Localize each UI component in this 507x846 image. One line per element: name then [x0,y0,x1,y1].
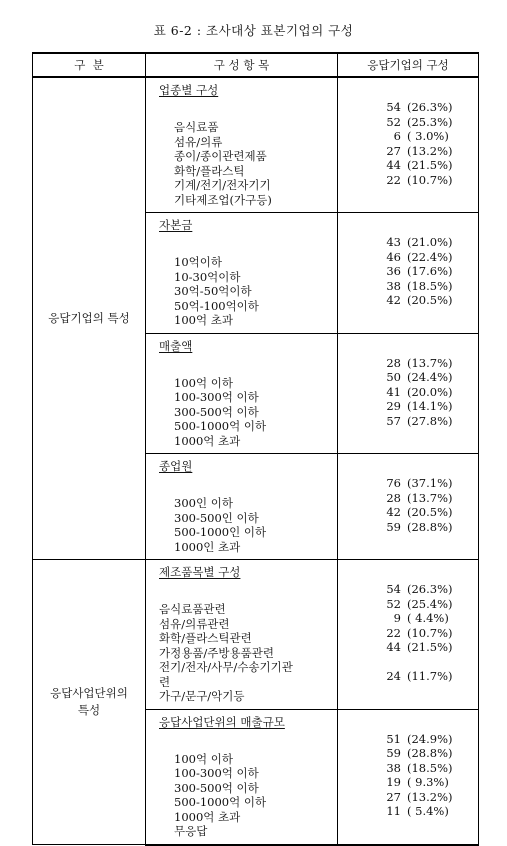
item-count: 22 [386,625,401,640]
group-title: 응답사업단위의 매출규모 [159,714,285,729]
item-value [338,100,478,115]
item-label: 1000억 초과 [174,809,241,824]
item-label: 가정용품/주방용품관련 [159,645,274,660]
group-row [33,77,479,213]
item-percent: (21.5%) [407,158,453,172]
item-percent: (25.4%) [407,596,453,611]
item-count: 42 [386,293,401,307]
table-title: 표 6-2 : 조사대상 표본기업의 구성 [153,23,354,38]
item-label: 100-300억 이하 [174,390,259,404]
item-value [338,370,478,385]
item-count: 54 [386,100,401,114]
items-cell [146,77,338,213]
item-label: 50억-100억이하 [174,298,259,313]
item-label: 기계/전기/전자기기 [174,178,271,192]
item-count: 43 [386,235,401,249]
item-value [338,582,478,597]
group-row [33,560,479,710]
item-label: 가구/문구/악기등 [159,689,245,703]
values-cell [338,77,479,213]
item-label: 500-1000인 이하 [174,525,267,539]
item-value [338,264,478,279]
item-percent: (20.5%) [407,505,453,519]
item-value [338,505,478,520]
header-category: 구 분 [33,53,146,77]
item-label: 10-30억이하 [174,269,241,284]
item-label: 100억 이하 [174,375,233,390]
item-percent: (22.4%) [407,249,453,264]
item-percent: (24.4%) [407,370,453,384]
item-count: 59 [386,746,401,760]
item-value [338,173,478,188]
item-percent: (11.7%) [407,669,453,683]
item-label: 기타제조업(가구등) [174,192,272,207]
item-percent: ( 4.4%) [407,611,449,625]
item-label: 무응답 [174,824,208,838]
items-cell [146,709,338,845]
item-label: 음식료품 [174,120,219,134]
item-label: 100-300억 이하 [174,766,259,780]
item-value [338,250,478,265]
group-title: 종업원 [159,459,193,473]
item-count: 19 [386,775,401,789]
item-percent: (21.0%) [407,235,453,249]
item-percent: (13.7%) [407,490,453,505]
item-count: 11 [386,804,401,818]
item-percent: (10.7%) [407,172,453,187]
item-label: 100억 초과 [174,313,233,327]
category-label: 응답사업단위의 [50,686,128,700]
category-cell [33,77,146,560]
item-value [338,775,478,790]
values-cell [338,333,479,454]
item-count: 44 [386,158,401,172]
item-percent: (18.5%) [407,760,453,775]
item-value [338,414,478,429]
values-cell [338,709,479,845]
item-value [338,597,478,612]
item-label: 300-500억 이하 [174,404,259,419]
items-cell [146,560,338,710]
item-count: 52 [386,114,401,129]
composition-table [32,52,479,846]
item-count: 9 [393,611,401,625]
item-percent: (27.8%) [407,413,453,428]
items-cell [146,454,338,560]
item-label: 화학/플라스틱관련 [159,631,252,645]
values-cell [338,560,479,710]
item-count: 42 [386,505,401,519]
item-count: 59 [386,519,401,534]
header-items: 구 성 항 목 [146,53,338,77]
item-value [338,746,478,761]
values-cell [338,454,479,560]
item-count: 27 [386,789,401,804]
item-value [338,385,478,400]
item-value [338,626,478,641]
item-count: 22 [386,172,401,187]
item-value [338,293,478,308]
item-percent: ( 9.3%) [407,775,449,789]
item-label: 10억이하 [174,255,222,269]
item-percent: (28.8%) [407,746,453,760]
item-percent: (37.1%) [407,476,453,490]
item-value [338,611,478,626]
item-count: 27 [386,143,401,158]
item-label: 음식료품관련 [159,602,226,616]
item-label: 500-1000억 이하 [174,795,267,809]
item-label: 섬유/의류관련 [159,616,230,631]
item-label: 300-500인 이하 [174,510,259,525]
item-count [375,655,401,670]
item-value [338,640,478,655]
item-percent: (21.5%) [407,640,453,654]
item-percent: (26.3%) [407,100,453,114]
header-composition: 응답기업의 구성 [338,53,479,77]
item-value [338,491,478,506]
item-percent: (28.8%) [407,519,453,534]
item-count: 41 [386,384,401,399]
item-count: 52 [386,596,401,611]
items-cell [146,213,338,334]
item-value [338,732,478,747]
item-value [338,115,478,130]
item-label: 종이/종이관련제품 [174,149,267,163]
item-value [338,761,478,776]
category-cell [33,560,146,845]
item-value [338,356,478,371]
item-percent: (10.7%) [407,625,453,640]
item-label: 500-1000억 이하 [174,419,267,433]
item-value [338,399,478,414]
item-count: 57 [386,413,401,428]
item-percent: (13.2%) [407,789,453,804]
item-value [338,144,478,159]
item-count: 28 [386,490,401,505]
item-label: 전기/전자/사무/수송기기관 [159,660,293,674]
item-percent: ( 5.4%) [407,804,449,818]
item-percent: (14.1%) [407,399,453,413]
item-value [338,804,478,819]
item-label: 섬유/의류 [174,134,223,149]
item-value [338,520,478,535]
item-value [338,790,478,805]
item-percent: (18.5%) [407,278,453,293]
item-label: 100억 이하 [174,751,233,766]
group-title: 업종별 구성 [159,83,219,97]
item-value [338,655,478,670]
item-count: 38 [386,278,401,293]
header-row [33,53,479,77]
item-count: 28 [386,355,401,370]
group-title: 제조품목별 구성 [159,565,241,579]
item-count: 54 [386,582,401,596]
item-percent: (20.0%) [407,384,453,399]
item-percent: (24.9%) [407,731,453,746]
item-count: 50 [386,370,401,384]
item-label: 1000억 초과 [174,433,241,448]
item-count: 46 [386,249,401,264]
item-percent: (13.2%) [407,143,453,158]
values-cell [338,213,479,334]
item-percent: (17.6%) [407,264,453,278]
item-percent: ( 3.0%) [407,129,449,143]
item-label: 화학/플라스틱 [174,163,245,178]
item-percent: (26.3%) [407,582,453,596]
item-percent: (25.3%) [407,114,453,129]
item-count: 6 [393,129,401,143]
category-label: 응답기업의 특성 [48,311,130,325]
item-label: 300-500억 이하 [174,780,259,795]
item-value [338,235,478,250]
item-count: 76 [386,476,401,490]
item-label: 련 [159,674,171,689]
item-value [338,476,478,491]
item-count: 51 [386,731,401,746]
item-label: 300인 이하 [174,496,233,510]
item-percent: (13.7%) [407,355,453,370]
items-cell [146,333,338,454]
item-count: 44 [386,640,401,654]
item-count: 36 [386,264,401,278]
item-value [338,669,478,684]
group-title: 매출액 [159,338,193,353]
group-title: 자본금 [159,218,193,232]
item-label: 30억-50억이하 [174,284,252,298]
item-value [338,129,478,144]
item-count: 24 [386,669,401,683]
item-value [338,158,478,173]
item-value [338,279,478,294]
item-count: 38 [386,760,401,775]
item-label: 1000인 초과 [174,539,241,554]
category-label: 특성 [77,703,101,717]
item-count: 29 [386,399,401,413]
item-percent: (20.5%) [407,293,453,307]
